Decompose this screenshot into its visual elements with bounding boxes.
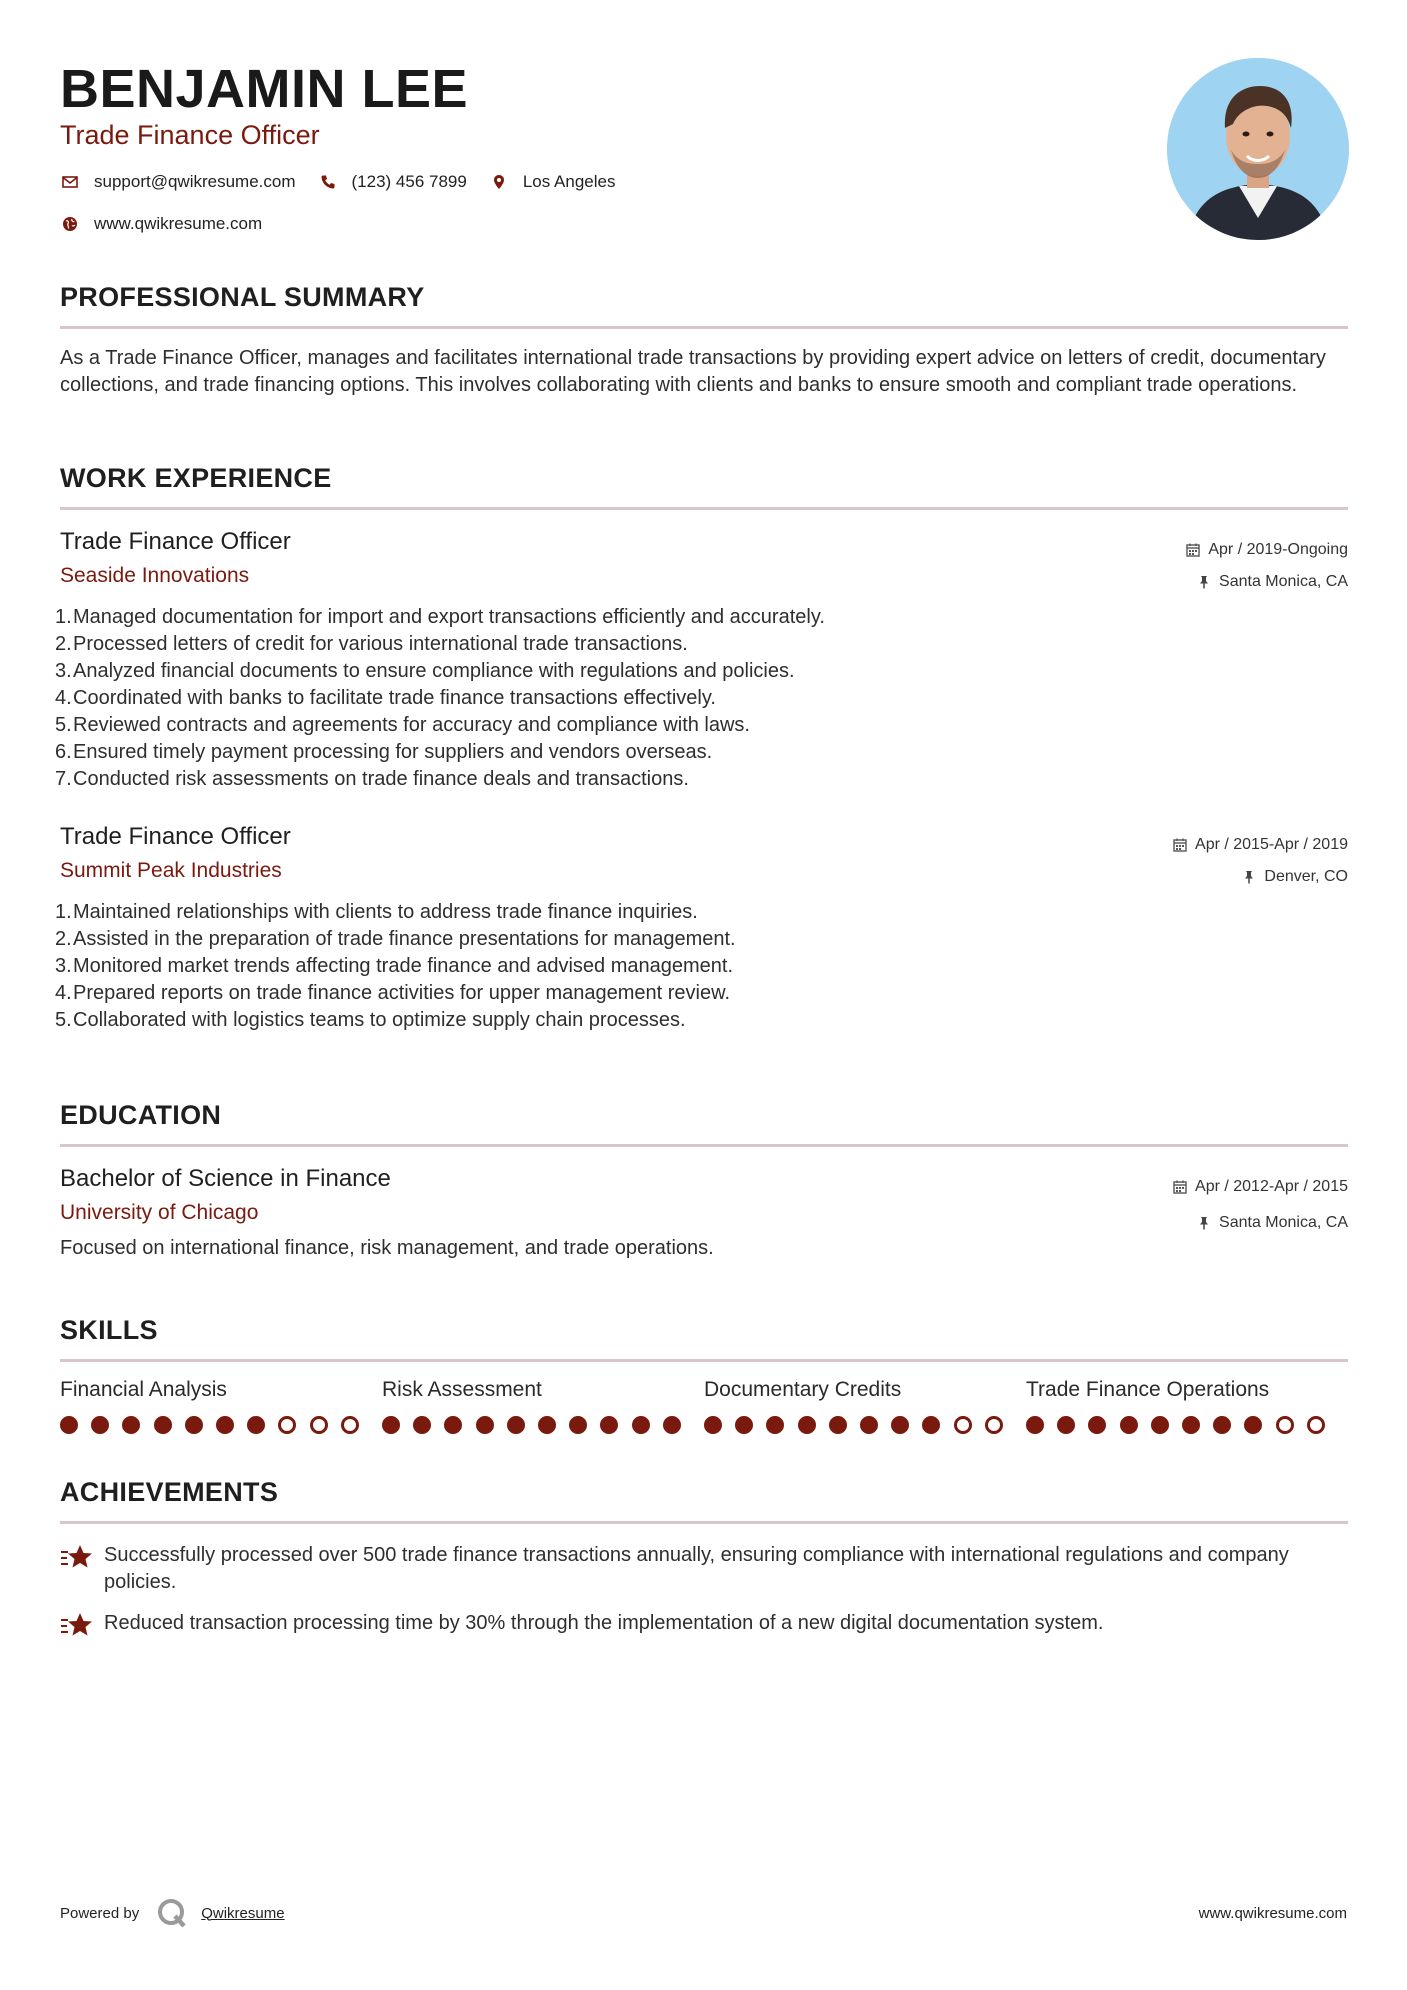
contact-row-secondary [60,214,284,234]
job-location [1173,861,1348,893]
calendar-icon [1186,543,1200,557]
footer-site-link[interactable]: www.qwikresume.com [1198,1904,1347,1922]
rating-dot-empty [1307,1416,1325,1434]
phone-text: (123) 456 7899 [351,172,467,191]
avatar [1167,58,1349,240]
rating-dot-empty [310,1416,328,1434]
candidate-role: Trade Finance Officer [60,120,320,150]
list-item: 5. Reviewed contracts and agreements for accuracy and compliance with laws. [55,714,750,736]
job-company: Summit Peak Industries [60,859,282,882]
contact-phone[interactable] [318,172,467,192]
portrait-illustration [1167,58,1349,240]
achievements-heading: ACHIEVEMENTS [60,1477,279,1507]
job-company: Seaside Innovations [60,564,250,587]
phone-icon [318,172,338,192]
rating-dot-filled [413,1416,431,1434]
job-entry [55,823,1348,1034]
job-dates [1173,829,1348,861]
rating-dot-filled [704,1416,722,1434]
skill-rating [382,1416,704,1434]
rating-dot-filled [663,1416,681,1434]
rating-dot-filled [154,1416,172,1434]
rating-dot-filled [1026,1416,1044,1434]
rating-dot-filled [476,1416,494,1434]
list-item: 2. Processed letters of credit for various international trade transactions. [55,633,688,655]
list-item: 3. Analyzed financial documents to ensure compliance with regulations and policies. [55,660,795,682]
list-item: 2. Assisted in the preparation of trade finance presentations for management. [55,928,736,950]
rating-dot-filled [1244,1416,1262,1434]
rating-dot-empty [341,1416,359,1434]
list-item: 4. Coordinated with banks to facilitate trade finance transactions effectively. [55,687,716,709]
experience-heading: WORK EXPERIENCE [60,463,332,493]
skill-name: Risk Assessment [382,1378,542,1401]
education-section [60,1100,1348,1262]
skill-rating [1026,1416,1348,1434]
education-dates [1173,1171,1348,1203]
rating-dot-filled [860,1416,878,1434]
education-entry [60,1165,1348,1262]
job-dates-text: Apr / 2019-Ongoing [1208,541,1348,558]
job-location-text: Santa Monica, CA [1219,573,1348,590]
rating-dot-filled [444,1416,462,1434]
contact-location [489,172,616,192]
rating-dot-filled [1120,1416,1138,1434]
pushpin-icon [1197,575,1211,589]
education-meta [1173,1171,1348,1239]
summary-text: As a Trade Finance Officer, manages and facilitates international trade transactions by providing expert advice on letters of credit, documentary collections, and trade financing options. This involves collaborating with clients and banks to ensure smooth and compliant trade operations. [60,347,1326,396]
education-location [1173,1207,1348,1239]
rating-dot-empty [278,1416,296,1434]
rating-dot-filled [766,1416,784,1434]
rating-dot-filled [1213,1416,1231,1434]
rating-dot-filled [829,1416,847,1434]
rating-dot-filled [507,1416,525,1434]
job-bullets [55,899,1348,1034]
education-heading: EDUCATION [60,1100,222,1130]
rating-dot-filled [1151,1416,1169,1434]
list-item: 7. Conducted risk assessments on trade finance deals and transactions. [55,768,689,790]
rating-dot-filled [538,1416,556,1434]
pushpin-icon [1242,870,1256,884]
list-item: 5. Collaborated with logistics teams to optimize supply chain processes. [55,1009,686,1031]
brand-link[interactable]: Qwikresume [201,1904,285,1922]
rating-dot-empty [985,1416,1003,1434]
contact-row-primary [60,172,637,192]
rating-dot-filled [600,1416,618,1434]
map-pin-icon [489,172,509,192]
job-dates [1186,534,1348,566]
list-item: 3. Monitored market trends affecting trade finance and advised management. [55,955,734,977]
rating-dot-filled [247,1416,265,1434]
education-description: Focused on international finance, risk management, and trade operations. [60,1237,714,1259]
rating-dot-filled [922,1416,940,1434]
envelope-icon [60,172,80,192]
job-title: Trade Finance Officer [60,823,291,850]
skills-heading: SKILLS [60,1315,158,1345]
list-item: 6. Ensured timely payment processing for suppliers and vendors overseas. [55,741,713,763]
section-divider [60,1521,1348,1524]
list-item: 4. Prepared reports on trade finance activities for upper management review. [55,982,731,1004]
rating-dot-filled [1088,1416,1106,1434]
job-title: Trade Finance Officer [60,528,291,555]
skill-item [704,1378,1026,1434]
calendar-icon [1173,1180,1187,1194]
rating-dot-empty [954,1416,972,1434]
skill-rating [60,1416,382,1434]
website-text: www.qwikresume.com [94,214,263,233]
rating-dot-filled [632,1416,650,1434]
powered-by-label: Powered by [60,1904,140,1922]
rating-dot-filled [382,1416,400,1434]
location-text: Los Angeles [522,172,616,191]
school-name: University of Chicago [60,1201,259,1224]
rating-dot-filled [122,1416,140,1434]
rating-dot-empty [1276,1416,1294,1434]
job-meta [1186,534,1348,598]
summary-section [60,282,1348,399]
section-divider [60,1359,1348,1362]
achievement-text: Successfully processed over 500 trade finance transactions annually, ensuring compliance with international regulations and company policies. [104,1544,1289,1593]
skills-section [60,1315,1348,1434]
summary-heading: PROFESSIONAL SUMMARY [60,282,425,312]
education-dates-text: Apr / 2012-Apr / 2015 [1195,1178,1348,1195]
job-location-text: Denver, CO [1264,868,1348,885]
calendar-icon [1173,838,1187,852]
footer [60,1896,1347,1930]
degree-title: Bachelor of Science in Finance [60,1165,391,1192]
achievement-text: Reduced transaction processing time by 30% through the implementation of a new digital documentation system. [104,1612,1104,1634]
rating-dot-filled [569,1416,587,1434]
email-text: support@qwikresume.com [94,172,296,191]
rating-dot-filled [216,1416,234,1434]
job-entry [55,528,1348,793]
skill-name: Financial Analysis [60,1378,227,1401]
skill-item [60,1378,382,1434]
rating-dot-filled [185,1416,203,1434]
job-dates-text: Apr / 2015-Apr / 2019 [1195,836,1348,853]
star-award-icon [60,1610,94,1640]
powered-by [60,1896,285,1930]
experience-section [55,463,1348,1034]
achievement-item [60,1610,1348,1640]
skill-item [382,1378,704,1434]
contact-email[interactable] [60,172,296,192]
rating-dot-filled [1182,1416,1200,1434]
section-divider [60,507,1348,510]
qwikresume-logo-icon [155,1896,189,1930]
skill-name: Trade Finance Operations [1026,1378,1270,1401]
contact-website[interactable] [60,214,262,234]
achievement-item [60,1542,1348,1596]
skills-list [60,1378,1348,1434]
section-divider [60,1144,1348,1147]
list-item: 1. Managed documentation for import and export transactions efficiently and accurately. [55,606,825,628]
skill-name: Documentary Credits [704,1378,902,1401]
pushpin-icon [1197,1216,1211,1230]
candidate-name: BENJAMIN LEE [60,59,469,119]
achievements-section [60,1477,1348,1640]
rating-dot-filled [735,1416,753,1434]
list-item: 1. Maintained relationships with clients to address trade finance inquiries. [55,901,698,923]
globe-icon [60,214,80,234]
rating-dot-filled [891,1416,909,1434]
section-divider [60,326,1348,329]
job-bullets [55,604,1348,793]
skill-rating [704,1416,1026,1434]
education-location-text: Santa Monica, CA [1219,1214,1348,1231]
rating-dot-filled [60,1416,78,1434]
rating-dot-filled [798,1416,816,1434]
star-award-icon [60,1542,94,1572]
skill-item [1026,1378,1348,1434]
job-location [1186,566,1348,598]
rating-dot-filled [91,1416,109,1434]
job-meta [1173,829,1348,893]
rating-dot-filled [1057,1416,1075,1434]
